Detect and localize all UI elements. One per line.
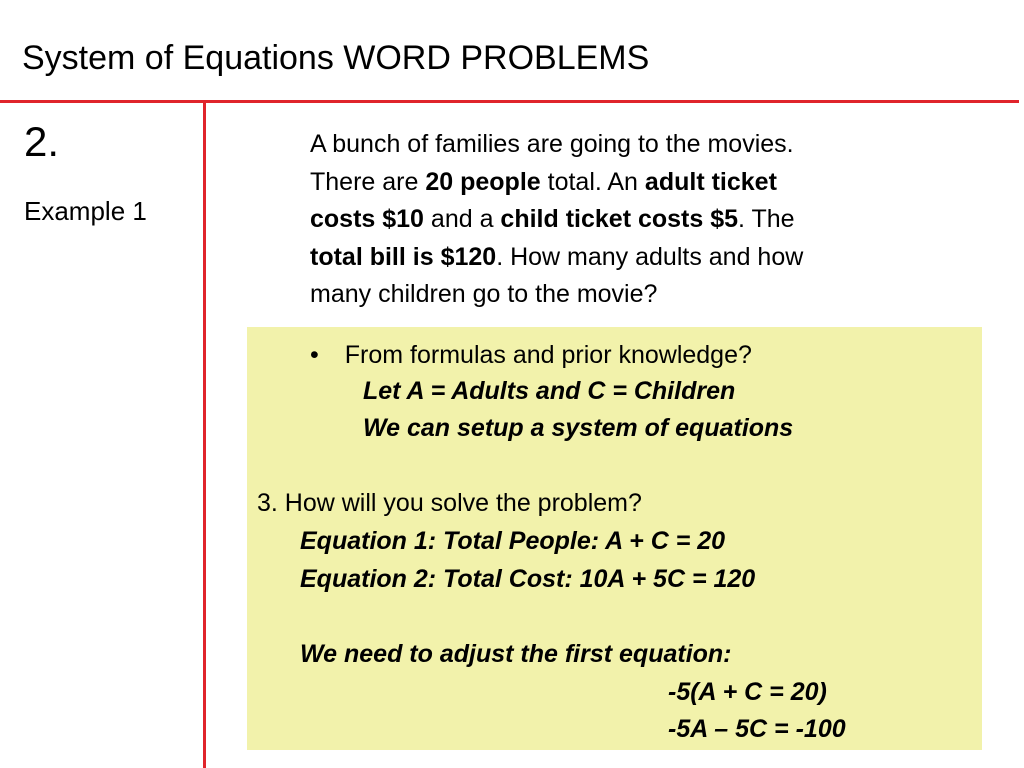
- example-label: Example 1: [24, 196, 147, 226]
- bullet-icon: •: [310, 341, 319, 369]
- solution-box: [247, 327, 982, 750]
- problem-line-4: [310, 239, 960, 277]
- slide-title: System of Equations WORD PROBLEMS: [22, 39, 650, 77]
- problem-text: There are: [310, 167, 426, 196]
- problem-text: and a: [423, 205, 501, 233]
- problem-highlight: adult ticket: [644, 167, 777, 196]
- adjusted-equation-1: -5(A + C = 20): [668, 678, 827, 706]
- problem-highlight: child ticket costs $5: [500, 205, 739, 233]
- variable-definition: Let A = Adults and C = Children: [363, 377, 736, 405]
- adjust-statement: We need to adjust the first equation:: [300, 640, 732, 668]
- problem-highlight: costs $10: [310, 205, 424, 233]
- vertical-rule: [203, 100, 206, 768]
- adjusted-equation-2: -5A – 5C = -100: [668, 715, 846, 743]
- bullet-item: [310, 340, 752, 370]
- problem-line-3: [310, 201, 960, 239]
- problem-highlight: 20 people: [425, 167, 541, 196]
- horizontal-rule: [0, 100, 1019, 103]
- problem-line-5: [310, 276, 960, 314]
- problem-text: . The: [738, 205, 795, 233]
- problem-text: A bunch of families are going to the movies.: [310, 130, 794, 158]
- equation-2: Equation 2: Total Cost: 10A + 5C = 120: [300, 565, 756, 593]
- problem-line-1: [310, 126, 960, 164]
- equation-1: Equation 1: Total People: A + C = 20: [300, 527, 726, 555]
- problem-highlight: total bill is $120: [310, 242, 497, 271]
- problem-text: many children go to the movie?: [310, 280, 658, 308]
- setup-statement: We can setup a system of equations: [363, 414, 794, 442]
- step-3-question: 3. How will you solve the problem?: [257, 489, 642, 517]
- problem-statement: [310, 126, 960, 314]
- problem-text: . How many adults and how: [496, 242, 804, 271]
- problem-text: total. An: [540, 167, 645, 196]
- problem-number: 2.: [24, 118, 60, 165]
- problem-line-2: [310, 164, 960, 202]
- bullet-text: From formulas and prior knowledge?: [344, 341, 752, 369]
